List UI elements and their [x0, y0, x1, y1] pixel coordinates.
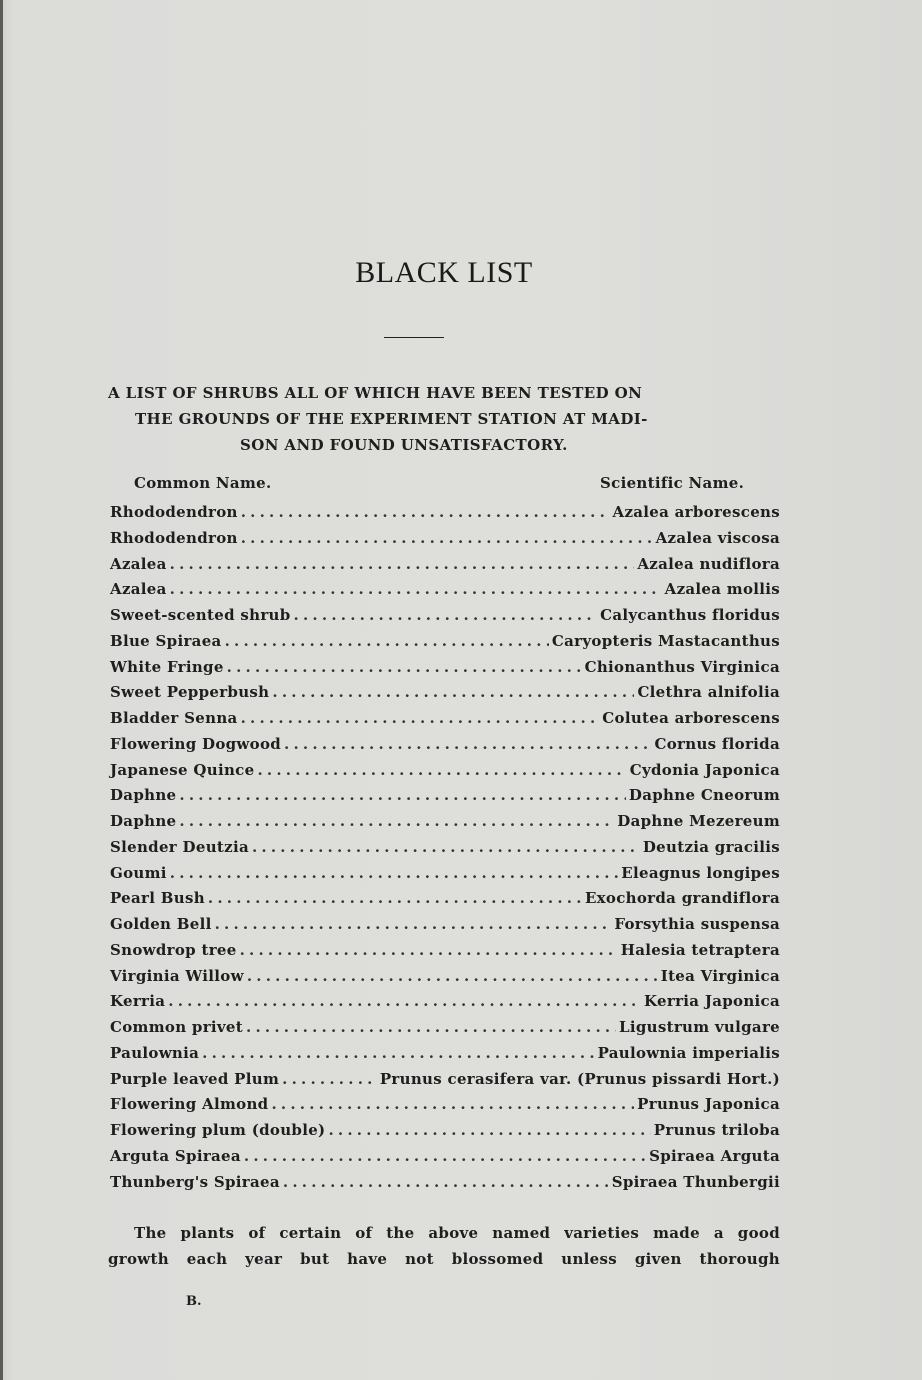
- dot-leader: [240, 938, 618, 964]
- list-item: [110, 758, 780, 784]
- list-item: [110, 1041, 780, 1067]
- subtitle-line-2: THE GROUNDS OF THE EXPERIMENT STATION AT MADI-: [135, 410, 648, 428]
- list-item: [110, 783, 780, 809]
- dot-leader: [328, 1118, 650, 1144]
- common-name: Kerria: [110, 992, 166, 1011]
- common-name: Virginia Willow: [110, 966, 244, 985]
- common-name: Paulownia: [110, 1043, 200, 1062]
- common-name: Bladder Senna: [110, 709, 238, 727]
- common-name: Purple leaved Plum: [110, 1069, 280, 1088]
- dot-leader: [168, 989, 641, 1015]
- scientific-name: Chionanthus Virginica: [584, 657, 780, 676]
- common-name: Azalea: [110, 554, 167, 573]
- list-item: [110, 680, 780, 706]
- list-item: [110, 912, 780, 938]
- list-item: [110, 938, 780, 964]
- scientific-name: Cornus florida: [654, 734, 780, 753]
- common-name: White Fringe: [110, 657, 224, 676]
- common-name: Sweet-scented shrub: [110, 606, 291, 624]
- scientific-name: Prunus cerasifera var. (Prunus pissardi Hort.): [379, 1069, 780, 1088]
- list-item: [110, 629, 780, 655]
- dot-leader: [241, 500, 610, 526]
- dot-leader: [215, 912, 612, 938]
- scientific-name: Spiraea Arguta: [649, 1146, 780, 1165]
- common-name: Daphne: [110, 812, 177, 830]
- dot-leader: [227, 655, 582, 681]
- common-name: Sweet Pepperbush: [110, 683, 270, 702]
- paragraph-line-1: The plants of certain of the above named varieties made a good: [134, 1224, 780, 1242]
- common-name: Pearl Bush: [110, 889, 205, 908]
- dot-leader: [244, 1144, 646, 1170]
- scientific-name: Prunus Japonica: [637, 1095, 780, 1114]
- scientific-name: Spiraea Thunbergii: [611, 1172, 780, 1191]
- dot-leader: [170, 577, 662, 603]
- dot-leader: [294, 603, 598, 629]
- list-item: [110, 552, 780, 578]
- list-item: [110, 989, 780, 1015]
- dot-leader: [247, 964, 658, 990]
- common-name: Thunberg's Spiraea: [110, 1172, 280, 1191]
- list-item: [110, 526, 780, 552]
- shrub-list: [110, 500, 780, 1195]
- scientific-name-header: Scientific Name.: [600, 474, 745, 492]
- subtitle-line-3: SON AND FOUND UNSATISFACTORY.: [240, 436, 568, 454]
- scientific-name: Calycanthus floridus: [600, 606, 780, 624]
- list-item: [110, 500, 780, 526]
- scientific-name: Eleagnus longipes: [621, 863, 780, 882]
- paragraph-line-2: growth each year but have not blossomed unless given thorough: [108, 1250, 780, 1268]
- common-name: Daphne: [110, 786, 177, 805]
- scientific-name: Azalea mollis: [664, 580, 780, 599]
- list-item: [110, 706, 780, 732]
- scientific-name: Azalea nudiflora: [637, 554, 780, 573]
- common-name: Common privet: [110, 1018, 243, 1036]
- dot-leader: [257, 758, 626, 784]
- dot-leader: [246, 1015, 616, 1041]
- scientific-name: Daphne Cneorum: [628, 786, 780, 805]
- dot-leader: [282, 1067, 377, 1093]
- common-name: Golden Bell: [110, 915, 212, 933]
- dot-leader: [284, 732, 651, 758]
- common-name: Arguta Spiraea: [110, 1146, 241, 1165]
- dot-leader: [283, 1170, 609, 1196]
- common-name: Rhododendron: [110, 503, 238, 521]
- list-item: [110, 1144, 780, 1170]
- dot-leader: [241, 706, 600, 732]
- subtitle-line-1: A LIST OF SHRUBS ALL OF WHICH HAVE BEEN TESTED ON: [108, 384, 643, 402]
- dot-leader: [241, 526, 653, 552]
- scientific-name: Paulownia imperialis: [597, 1043, 780, 1062]
- list-item: [110, 835, 780, 861]
- scientific-name: Kerria Japonica: [644, 992, 780, 1011]
- list-item: [110, 886, 780, 912]
- scientific-name: Clethra alnifolia: [637, 683, 780, 702]
- dot-leader: [170, 861, 618, 887]
- scientific-name: Itea Virginica: [660, 966, 780, 985]
- signature-mark: B.: [186, 1294, 202, 1309]
- dot-leader: [271, 1092, 634, 1118]
- list-item: [110, 1067, 780, 1093]
- common-name: Rhododendron: [110, 528, 238, 547]
- list-item: [110, 1092, 780, 1118]
- list-item: [110, 577, 780, 603]
- subtitle: [108, 380, 780, 458]
- list-item: [110, 1118, 780, 1144]
- dot-leader: [252, 835, 640, 861]
- common-name: Goumi: [110, 863, 167, 882]
- common-name: Slender Deutzia: [110, 837, 249, 856]
- page-title: BLACK LIST: [355, 256, 533, 289]
- dot-leader: [179, 809, 614, 835]
- common-name: Snowdrop tree: [110, 940, 237, 959]
- scientific-name: Colutea arborescens: [602, 709, 780, 727]
- title-rule: [384, 337, 444, 338]
- page-edge: [0, 0, 3, 1380]
- list-item: [110, 603, 780, 629]
- list-item: [110, 732, 780, 758]
- scientific-name: Azalea viscosa: [655, 528, 780, 547]
- scientific-name: Azalea arborescens: [612, 503, 780, 521]
- dot-leader: [208, 886, 582, 912]
- scientific-name: Deutzia gracilis: [642, 837, 780, 856]
- scientific-name: Ligustrum vulgare: [619, 1018, 780, 1036]
- scientific-name: Forsythia suspensa: [614, 915, 780, 933]
- list-item: [110, 655, 780, 681]
- list-item: [110, 861, 780, 887]
- scientific-name: Prunus triloba: [653, 1121, 780, 1139]
- common-name: Flowering plum (double): [110, 1121, 326, 1139]
- dot-leader: [225, 629, 549, 655]
- common-name: Japanese Quince: [110, 760, 255, 779]
- dot-leader: [202, 1041, 594, 1067]
- scientific-name: Exochorda grandiflora: [584, 889, 780, 908]
- dot-leader: [272, 680, 634, 706]
- common-name-header: Common Name.: [134, 474, 272, 492]
- list-item: [110, 1170, 780, 1196]
- list-item: [110, 1015, 780, 1041]
- scientific-name: Caryopteris Mastacanthus: [551, 631, 780, 650]
- dot-leader: [170, 552, 635, 578]
- common-name: Flowering Dogwood: [110, 734, 282, 753]
- list-item: [110, 964, 780, 990]
- list-item: [110, 809, 780, 835]
- closing-paragraph: [108, 1220, 780, 1272]
- common-name: Azalea: [110, 580, 167, 599]
- scientific-name: Halesia tetraptera: [620, 940, 780, 959]
- dot-leader: [179, 783, 626, 809]
- scientific-name: Cydonia Japonica: [629, 760, 780, 779]
- scientific-name: Daphne Mezereum: [617, 812, 780, 830]
- common-name: Flowering Almond: [110, 1095, 269, 1114]
- common-name: Blue Spiraea: [110, 631, 222, 650]
